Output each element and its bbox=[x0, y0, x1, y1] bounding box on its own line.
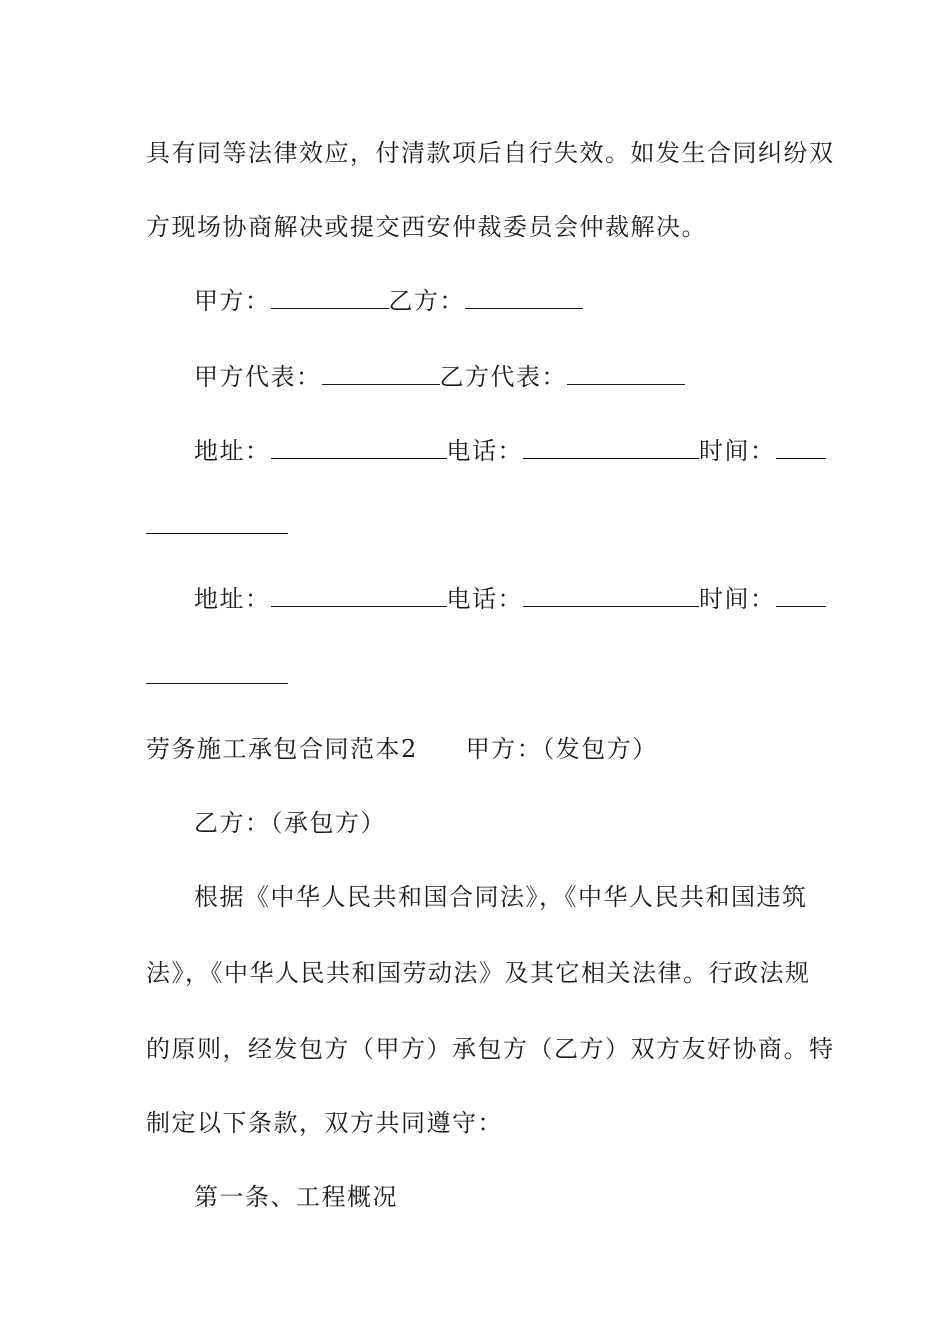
phone-blank bbox=[523, 436, 699, 459]
time-blank bbox=[776, 584, 826, 607]
rep-a-blank bbox=[322, 362, 440, 385]
rep-a-label: 甲方代表： bbox=[194, 363, 322, 391]
party-b-blank bbox=[465, 286, 583, 309]
time-blank bbox=[776, 436, 826, 459]
signature-representative-row bbox=[194, 362, 685, 392]
time-blank-continuation bbox=[146, 683, 288, 684]
party-a-blank bbox=[271, 286, 389, 309]
address-blank bbox=[271, 436, 447, 459]
party-a-employer: 甲方：（发包方） bbox=[465, 735, 658, 763]
contact-row bbox=[194, 436, 826, 466]
contract-title-row bbox=[146, 734, 658, 764]
address-label: 地址： bbox=[194, 437, 271, 465]
phone-label: 电话： bbox=[446, 585, 523, 613]
paragraph-line: 根据《中华人民共和国合同法》，《中华人民共和国违筑 bbox=[194, 883, 808, 911]
address-blank bbox=[271, 584, 447, 607]
time-label: 时间： bbox=[699, 437, 776, 465]
time-label: 时间： bbox=[699, 585, 776, 613]
paragraph-line: 方现场协商解决或提交西安仲裁委员会仲裁解决。 bbox=[146, 213, 707, 241]
rep-b-label: 乙方代表： bbox=[439, 363, 567, 391]
phone-label: 电话： bbox=[446, 437, 523, 465]
time-blank-continuation bbox=[146, 533, 288, 534]
party-b-contractor: 乙方：（承包方） bbox=[194, 809, 386, 837]
phone-blank bbox=[523, 584, 699, 607]
signature-party-row bbox=[194, 286, 583, 316]
paragraph-line: 的原则，经发包方（甲方）承包方（乙方）双方友好协商。特 bbox=[146, 1035, 835, 1063]
contact-row bbox=[194, 584, 826, 614]
paragraph-line: 法》，《中华人民共和国劳动法》及其它相关法律。行政法规 bbox=[146, 959, 811, 987]
address-label: 地址： bbox=[194, 585, 271, 613]
party-a-label: 甲方： bbox=[194, 287, 271, 315]
rep-b-blank bbox=[567, 362, 685, 385]
paragraph-line: 具有同等法律效应，付清款项后自行失效。如发生合同纠纷双 bbox=[146, 139, 835, 167]
paragraph-line: 制定以下条款，双方共同遵守： bbox=[146, 1109, 503, 1137]
article-heading: 第一条、工程概况 bbox=[194, 1183, 398, 1211]
party-b-label: 乙方： bbox=[388, 287, 465, 315]
contract-title: 劳务施工承包合同范本2 bbox=[146, 735, 418, 763]
